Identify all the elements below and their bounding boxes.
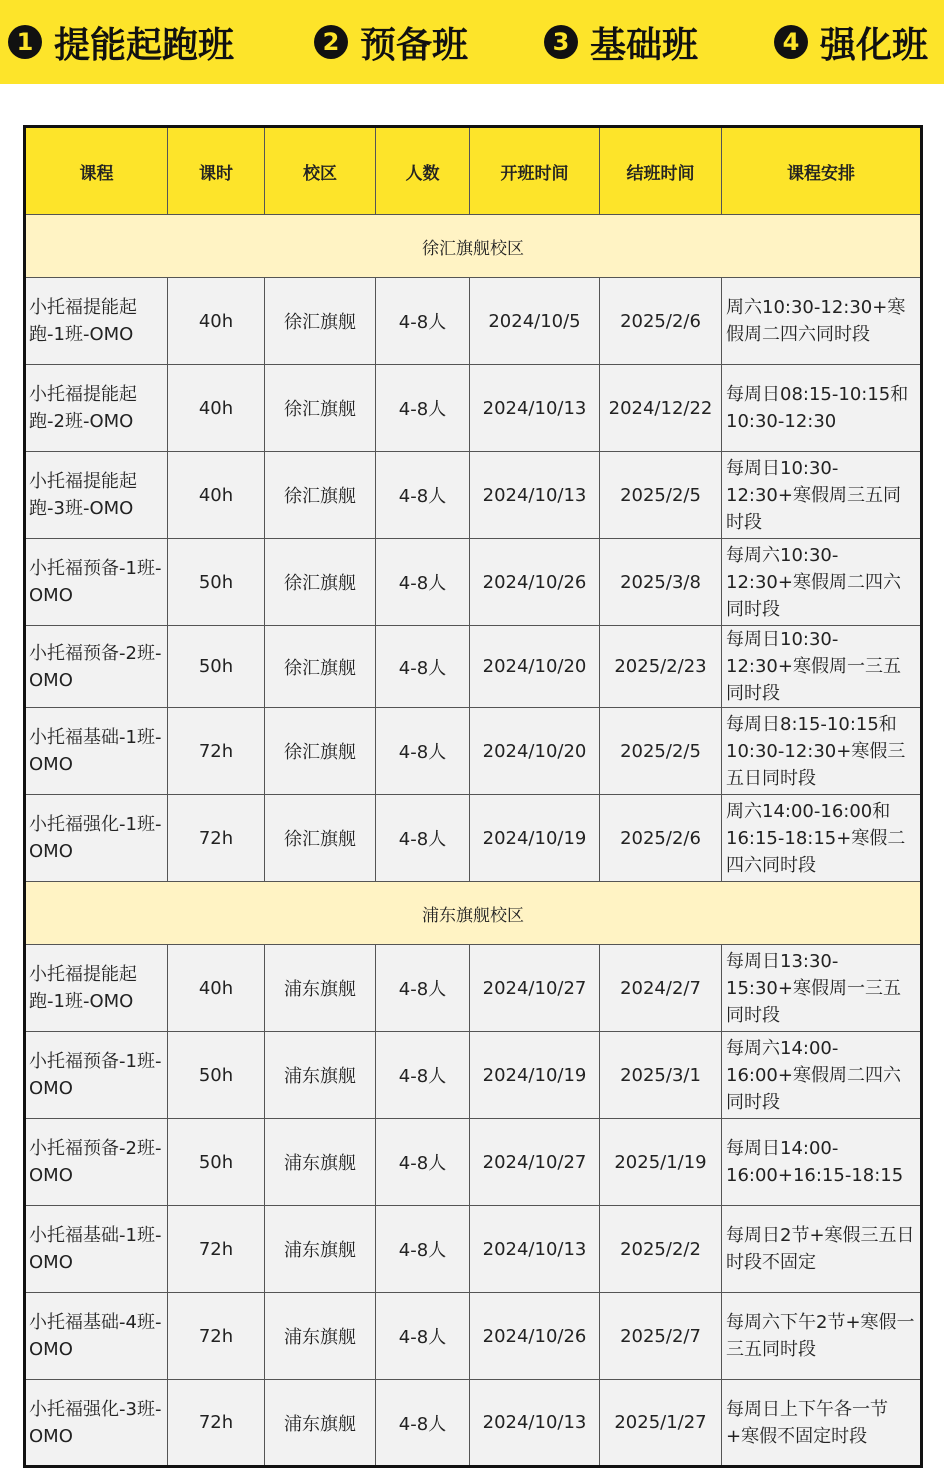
size-cell: 4-8人 [376, 278, 470, 365]
schedule-cell: 周六10:30-12:30+寒假周二四六同时段 [722, 278, 922, 365]
campus-cell: 徐汇旗舰 [265, 708, 376, 795]
start-date-cell: 2024/10/27 [470, 945, 600, 1032]
end-date-cell: 2025/2/2 [600, 1206, 722, 1293]
end-date-cell: 2025/2/23 [600, 626, 722, 708]
start-date-cell: 2024/10/13 [470, 365, 600, 452]
table-row[interactable] [25, 945, 922, 1032]
campus-cell: 浦东旗舰 [265, 945, 376, 1032]
header-start-date: 开班时间 [470, 127, 600, 215]
schedule-table-wrapper [23, 125, 920, 1468]
campus-cell: 徐汇旗舰 [265, 626, 376, 708]
campus-cell: 浦东旗舰 [265, 1032, 376, 1119]
size-cell: 4-8人 [376, 945, 470, 1032]
course-cell: 小托福提能起跑-3班-OMO [25, 452, 168, 539]
size-cell: 4-8人 [376, 708, 470, 795]
step-4[interactable] [774, 0, 928, 84]
course-cell: 小托福提能起跑-1班-OMO [25, 278, 168, 365]
schedule-cell: 每周日14:00-16:00+16:15-18:15 [722, 1119, 922, 1206]
campus-cell: 浦东旗舰 [265, 1206, 376, 1293]
course-cell: 小托福预备-2班-OMO [25, 626, 168, 708]
table-row[interactable] [25, 1119, 922, 1206]
end-date-cell: 2025/2/7 [600, 1293, 722, 1380]
step-2[interactable] [314, 0, 468, 84]
table-row[interactable] [25, 1380, 922, 1467]
hours-cell: 72h [168, 1380, 265, 1467]
header-row [25, 127, 922, 215]
header-hours: 课时 [168, 127, 265, 215]
table-row[interactable] [25, 795, 922, 882]
number-3-icon: 3 [544, 25, 578, 59]
hours-cell: 72h [168, 708, 265, 795]
table-row[interactable] [25, 539, 922, 626]
end-date-cell: 2025/2/5 [600, 708, 722, 795]
campus-cell: 徐汇旗舰 [265, 365, 376, 452]
step-3[interactable] [544, 0, 698, 84]
hours-cell: 50h [168, 1119, 265, 1206]
size-cell: 4-8人 [376, 365, 470, 452]
size-cell: 4-8人 [376, 1206, 470, 1293]
start-date-cell: 2024/10/26 [470, 539, 600, 626]
step-3-label: 基础班 [590, 24, 699, 66]
end-date-cell: 2025/3/8 [600, 539, 722, 626]
campus-cell: 徐汇旗舰 [265, 278, 376, 365]
end-date-cell: 2024/2/7 [600, 945, 722, 1032]
size-cell: 4-8人 [376, 1380, 470, 1467]
course-cell: 小托福预备-1班-OMO [25, 1032, 168, 1119]
hours-cell: 72h [168, 795, 265, 882]
start-date-cell: 2024/10/19 [470, 795, 600, 882]
schedule-cell: 每周日2节+寒假三五日时段不固定 [722, 1206, 922, 1293]
step-1[interactable] [8, 0, 234, 84]
schedule-cell: 每周日8:15-10:15和10:30-12:30+寒假三五日同时段 [722, 708, 922, 795]
start-date-cell: 2024/10/20 [470, 708, 600, 795]
end-date-cell: 2025/2/6 [600, 278, 722, 365]
course-cell: 小托福基础-4班-OMO [25, 1293, 168, 1380]
header-schedule: 课程安排 [722, 127, 922, 215]
schedule-cell: 每周六14:00-16:00+寒假周二四六同时段 [722, 1032, 922, 1119]
size-cell: 4-8人 [376, 539, 470, 626]
campus-cell: 浦东旗舰 [265, 1293, 376, 1380]
header-campus: 校区 [265, 127, 376, 215]
start-date-cell: 2024/10/5 [470, 278, 600, 365]
number-2-icon: 2 [314, 25, 348, 59]
header-course: 课程 [25, 127, 168, 215]
schedule-cell: 每周日08:15-10:15和10:30-12:30 [722, 365, 922, 452]
end-date-cell: 2025/1/19 [600, 1119, 722, 1206]
hours-cell: 40h [168, 365, 265, 452]
table-row[interactable] [25, 1293, 922, 1380]
header-size: 人数 [376, 127, 470, 215]
schedule-table [23, 125, 923, 1468]
step-2-label: 预备班 [360, 24, 469, 66]
schedule-cell: 每周日10:30-12:30+寒假周三五同时段 [722, 452, 922, 539]
course-cell: 小托福基础-1班-OMO [25, 708, 168, 795]
schedule-cell: 周六14:00-16:00和16:15-18:15+寒假二四六同时段 [722, 795, 922, 882]
table-row[interactable] [25, 278, 922, 365]
start-date-cell: 2024/10/13 [470, 1206, 600, 1293]
schedule-cell: 每周六下午2节+寒假一三五同时段 [722, 1293, 922, 1380]
hours-cell: 40h [168, 278, 265, 365]
size-cell: 4-8人 [376, 452, 470, 539]
table-row[interactable] [25, 626, 922, 708]
campus-cell: 浦东旗舰 [265, 1380, 376, 1467]
end-date-cell: 2025/2/5 [600, 452, 722, 539]
table-row[interactable] [25, 1032, 922, 1119]
hours-cell: 50h [168, 539, 265, 626]
schedule-cell: 每周日10:30-12:30+寒假周一三五同时段 [722, 626, 922, 708]
number-1-icon: 1 [8, 25, 42, 59]
course-cell: 小托福预备-1班-OMO [25, 539, 168, 626]
hours-cell: 40h [168, 945, 265, 1032]
schedule-cell: 每周六10:30-12:30+寒假周二四六同时段 [722, 539, 922, 626]
hours-cell: 40h [168, 452, 265, 539]
course-cell: 小托福提能起跑-2班-OMO [25, 365, 168, 452]
size-cell: 4-8人 [376, 1032, 470, 1119]
campus-cell: 浦东旗舰 [265, 1119, 376, 1206]
start-date-cell: 2024/10/20 [470, 626, 600, 708]
end-date-cell: 2025/1/27 [600, 1380, 722, 1467]
hours-cell: 50h [168, 626, 265, 708]
campus-section-title: 浦东旗舰校区 [25, 882, 922, 945]
start-date-cell: 2024/10/19 [470, 1032, 600, 1119]
end-date-cell: 2024/12/22 [600, 365, 722, 452]
start-date-cell: 2024/10/26 [470, 1293, 600, 1380]
hours-cell: 72h [168, 1293, 265, 1380]
size-cell: 4-8人 [376, 1119, 470, 1206]
number-4-icon: 4 [774, 25, 808, 59]
size-cell: 4-8人 [376, 1293, 470, 1380]
schedule-cell: 每周日上下午各一节+寒假不固定时段 [722, 1380, 922, 1467]
table-row[interactable] [25, 452, 922, 539]
category-banner [0, 0, 944, 84]
end-date-cell: 2025/3/1 [600, 1032, 722, 1119]
campus-cell: 徐汇旗舰 [265, 539, 376, 626]
course-cell: 小托福强化-3班-OMO [25, 1380, 168, 1467]
start-date-cell: 2024/10/13 [470, 452, 600, 539]
course-cell: 小托福预备-2班-OMO [25, 1119, 168, 1206]
hours-cell: 72h [168, 1206, 265, 1293]
course-cell: 小托福基础-1班-OMO [25, 1206, 168, 1293]
start-date-cell: 2024/10/27 [470, 1119, 600, 1206]
campus-section-row [25, 882, 922, 945]
hours-cell: 50h [168, 1032, 265, 1119]
campus-section-row [25, 215, 922, 278]
table-body [25, 215, 922, 1467]
step-1-label: 提能起跑班 [54, 24, 235, 66]
size-cell: 4-8人 [376, 626, 470, 708]
course-cell: 小托福提能起跑-1班-OMO [25, 945, 168, 1032]
campus-section-title: 徐汇旗舰校区 [25, 215, 922, 278]
campus-cell: 徐汇旗舰 [265, 452, 376, 539]
end-date-cell: 2025/2/6 [600, 795, 722, 882]
table-row[interactable] [25, 1206, 922, 1293]
campus-cell: 徐汇旗舰 [265, 795, 376, 882]
course-cell: 小托福强化-1班-OMO [25, 795, 168, 882]
schedule-cell: 每周日13:30-15:30+寒假周一三五同时段 [722, 945, 922, 1032]
start-date-cell: 2024/10/13 [470, 1380, 600, 1467]
step-4-label: 强化班 [820, 24, 929, 66]
table-row[interactable] [25, 365, 922, 452]
table-row[interactable] [25, 708, 922, 795]
header-end-date: 结班时间 [600, 127, 722, 215]
size-cell: 4-8人 [376, 795, 470, 882]
